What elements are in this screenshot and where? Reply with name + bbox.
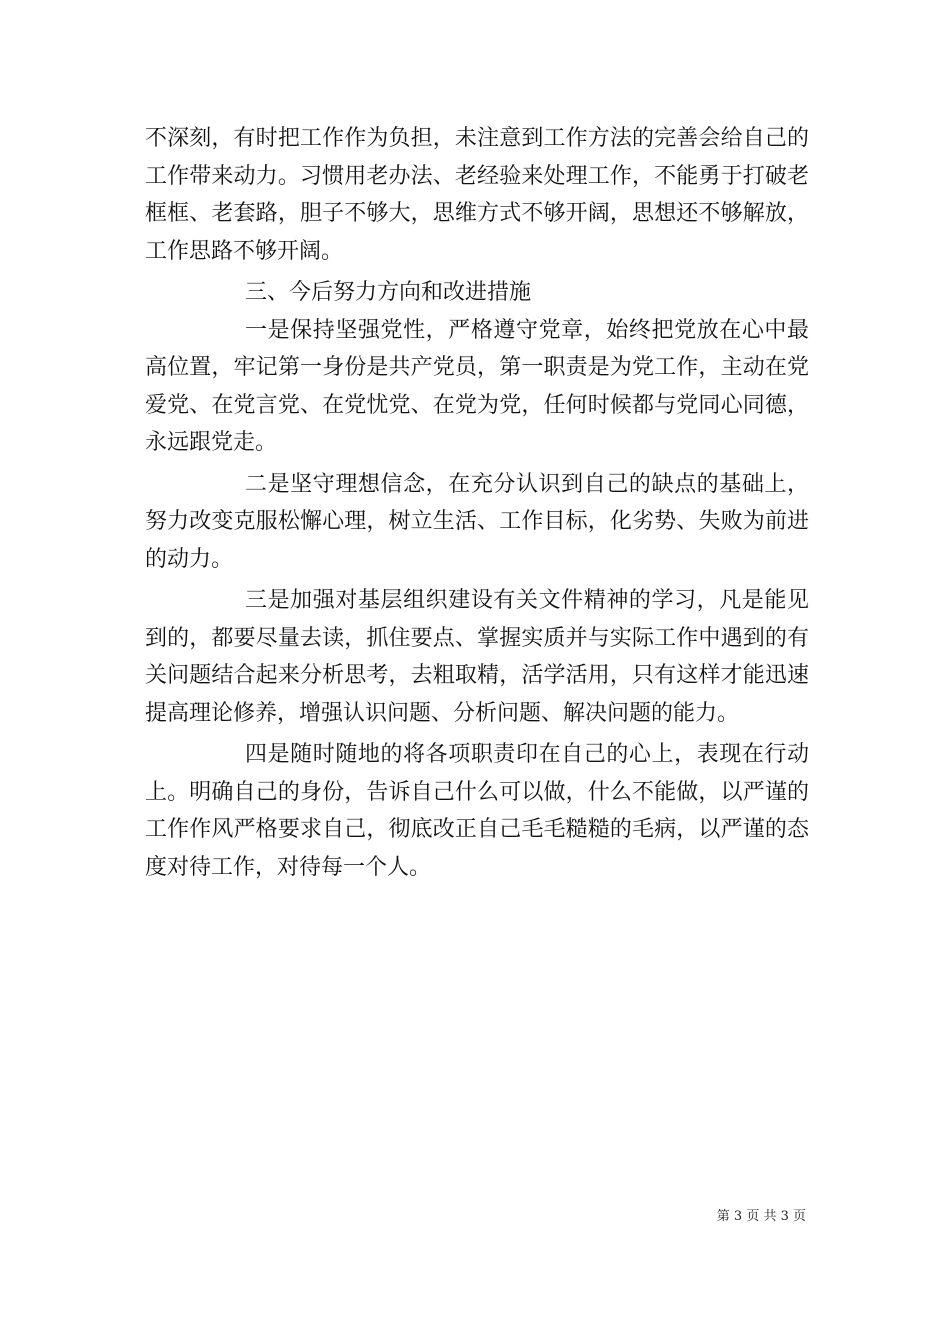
page-number-footer: 第 3 页 共 3 页 — [716, 1209, 806, 1224]
document-body — [145, 120, 809, 890]
paragraph-item-4: 四是随时随地的将各项职责印在自己的心上，表现在行动上。明确自己的身份，告诉自己什么可以做，什么不能做，以严谨的工作作风严格要求自己，彻底改正自己毛毛糙糙的毛病，以严谨的态度对待工作，对待每一个人。 — [145, 742, 809, 880]
paragraph-continuation: 不深刻，有时把工作作为负担，未注意到工作方法的完善会给自己的工作带来动力。习惯用老办法、老经验来处理工作，不能勇于打破老框框、老套路，胆子不够大，思维方式不够开阔，思想还不够解放，工作思路不够开阔。 — [145, 126, 809, 264]
paragraph-item-2: 二是坚守理想信念，在充分认识到自己的缺点的基础上，努力改变克服松懈心理，树立生活、工作目标，化劣势、失败为前进的动力。 — [145, 471, 809, 572]
section-heading: 三、今后努力方向和改进措施 — [245, 280, 532, 305]
paragraph-item-3: 三是加强对基层组织建设有关文件精神的学习，凡是能见到的，都要尽量去读，抓住要点、掌握实质并与实际工作中遇到的有关问题结合起来分析思考，去粗取精，活学活用，只有这样才能迅速提高理论修养，增强认识问题、分析问题、解决问题的能力。 — [145, 588, 809, 726]
paragraph-item-1: 一是保持坚强党性，严格遵守党章，始终把党放在心中最高位置，牢记第一身份是共产党员，第一职责是为党工作，主动在党爱党、在党言党、在党忧党、在党为党，任何时候都与党同心同德，永远跟党走。 — [145, 317, 809, 455]
